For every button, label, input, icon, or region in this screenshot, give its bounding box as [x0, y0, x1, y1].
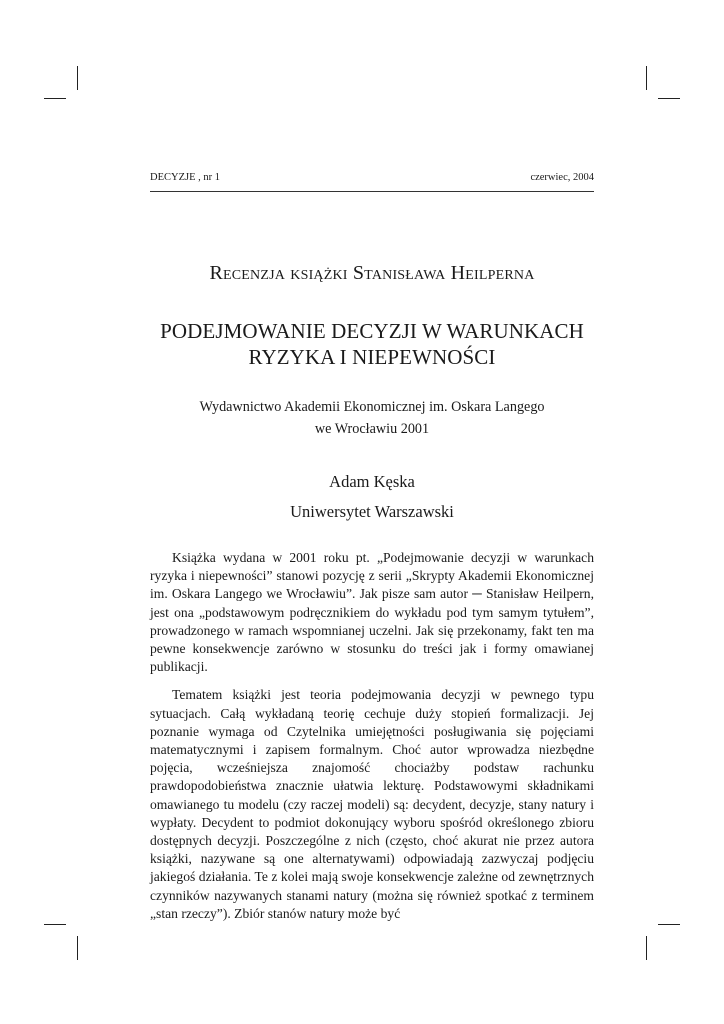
crop-mark: [658, 98, 680, 99]
crop-mark: [77, 66, 78, 90]
body-text: [150, 549, 594, 933]
author-block: [150, 469, 594, 525]
crop-mark: [44, 98, 66, 99]
paragraph: Książka wydana w 2001 roku pt. „Podejmowanie decyzji w warunkach ryzyka i niepewności” stanowi pozycję z serii „Skrypty Akademii Ekonomicznej im. Oskara Langego we Wrocławiu”. Jak pisze sam autor ─ Stanisław Heilpern, jest ona „podstawowym podręcznikiem do wykładu pod tym samym tytułem”, prowadzonego w ramach wspomnianej uczelni. Jak się przekonamy, fakt ten ma pewne konsekwencje zarówno w stosunku do treści jak i formy omawianej publikacji.: [150, 550, 594, 675]
paragraph: Tematem książki jest teoria podejmowania decyzji w pewnego typu sytuacjach. Całą wykładaną teorię cechuje duży stopień formalizacji. Jej poznanie wymaga od Czytelnika umiejętności posługiwania się pojęciami matematycznymi i zapisem formalnym. Choć autor wprowadza niezbędne pojęcia, wcześniejsza znajomość chociażby podstaw rachunku prawdopodobieństwa znacznie ułatwia lekturę. Podstawowymi składnikami omawianego tu modelu (czy raczej modeli) są: decydent, decyzje, stany natury i wypłaty. Decydent to podmiot dokonujący wyboru spośród określonego zbioru dostępnych decyzji. Poszczególne z nich (często, choć akurat nie przez autora książki, nazywane są one alternatywami) odpowiadają zazwyczaj podjęciu jakiegoś działania. Te z kolei mają swoje konsekwencje zależne od zewnętrznych czynników nazywanych stanami natury (można się również spotkać z terminem „stan rzeczy”). Zbiór stanów natury może być: [150, 687, 594, 921]
crop-mark: [646, 66, 647, 90]
review-title: Recenzja książki Stanisława Heilperna: [209, 262, 535, 284]
crop-mark: [658, 924, 680, 925]
author-affiliation: Uniwersytet Warszawski: [290, 502, 454, 521]
crop-mark: [646, 936, 647, 960]
author-name: Adam Kęska: [329, 472, 415, 491]
book-title-line: PODEJMOWANIE DECYZJI W WARUNKACH: [160, 319, 584, 343]
header-rule: [150, 191, 594, 192]
publisher-line: Wydawnictwo Akademii Ekonomicznej im. Oskara Langego: [199, 399, 545, 415]
book-title: [130, 318, 614, 370]
publisher-line: we Wrocławiu 2001: [314, 421, 430, 437]
crop-mark: [44, 924, 66, 925]
issue-date: czerwiec, 2004: [530, 172, 594, 183]
publisher-info: [150, 396, 594, 440]
journal-name: DECYZJE , nr 1: [150, 172, 220, 183]
crop-mark: [77, 936, 78, 960]
running-head: [150, 172, 594, 183]
book-title-line: RYZYKA I NIEPEWNOŚCI: [248, 345, 496, 369]
